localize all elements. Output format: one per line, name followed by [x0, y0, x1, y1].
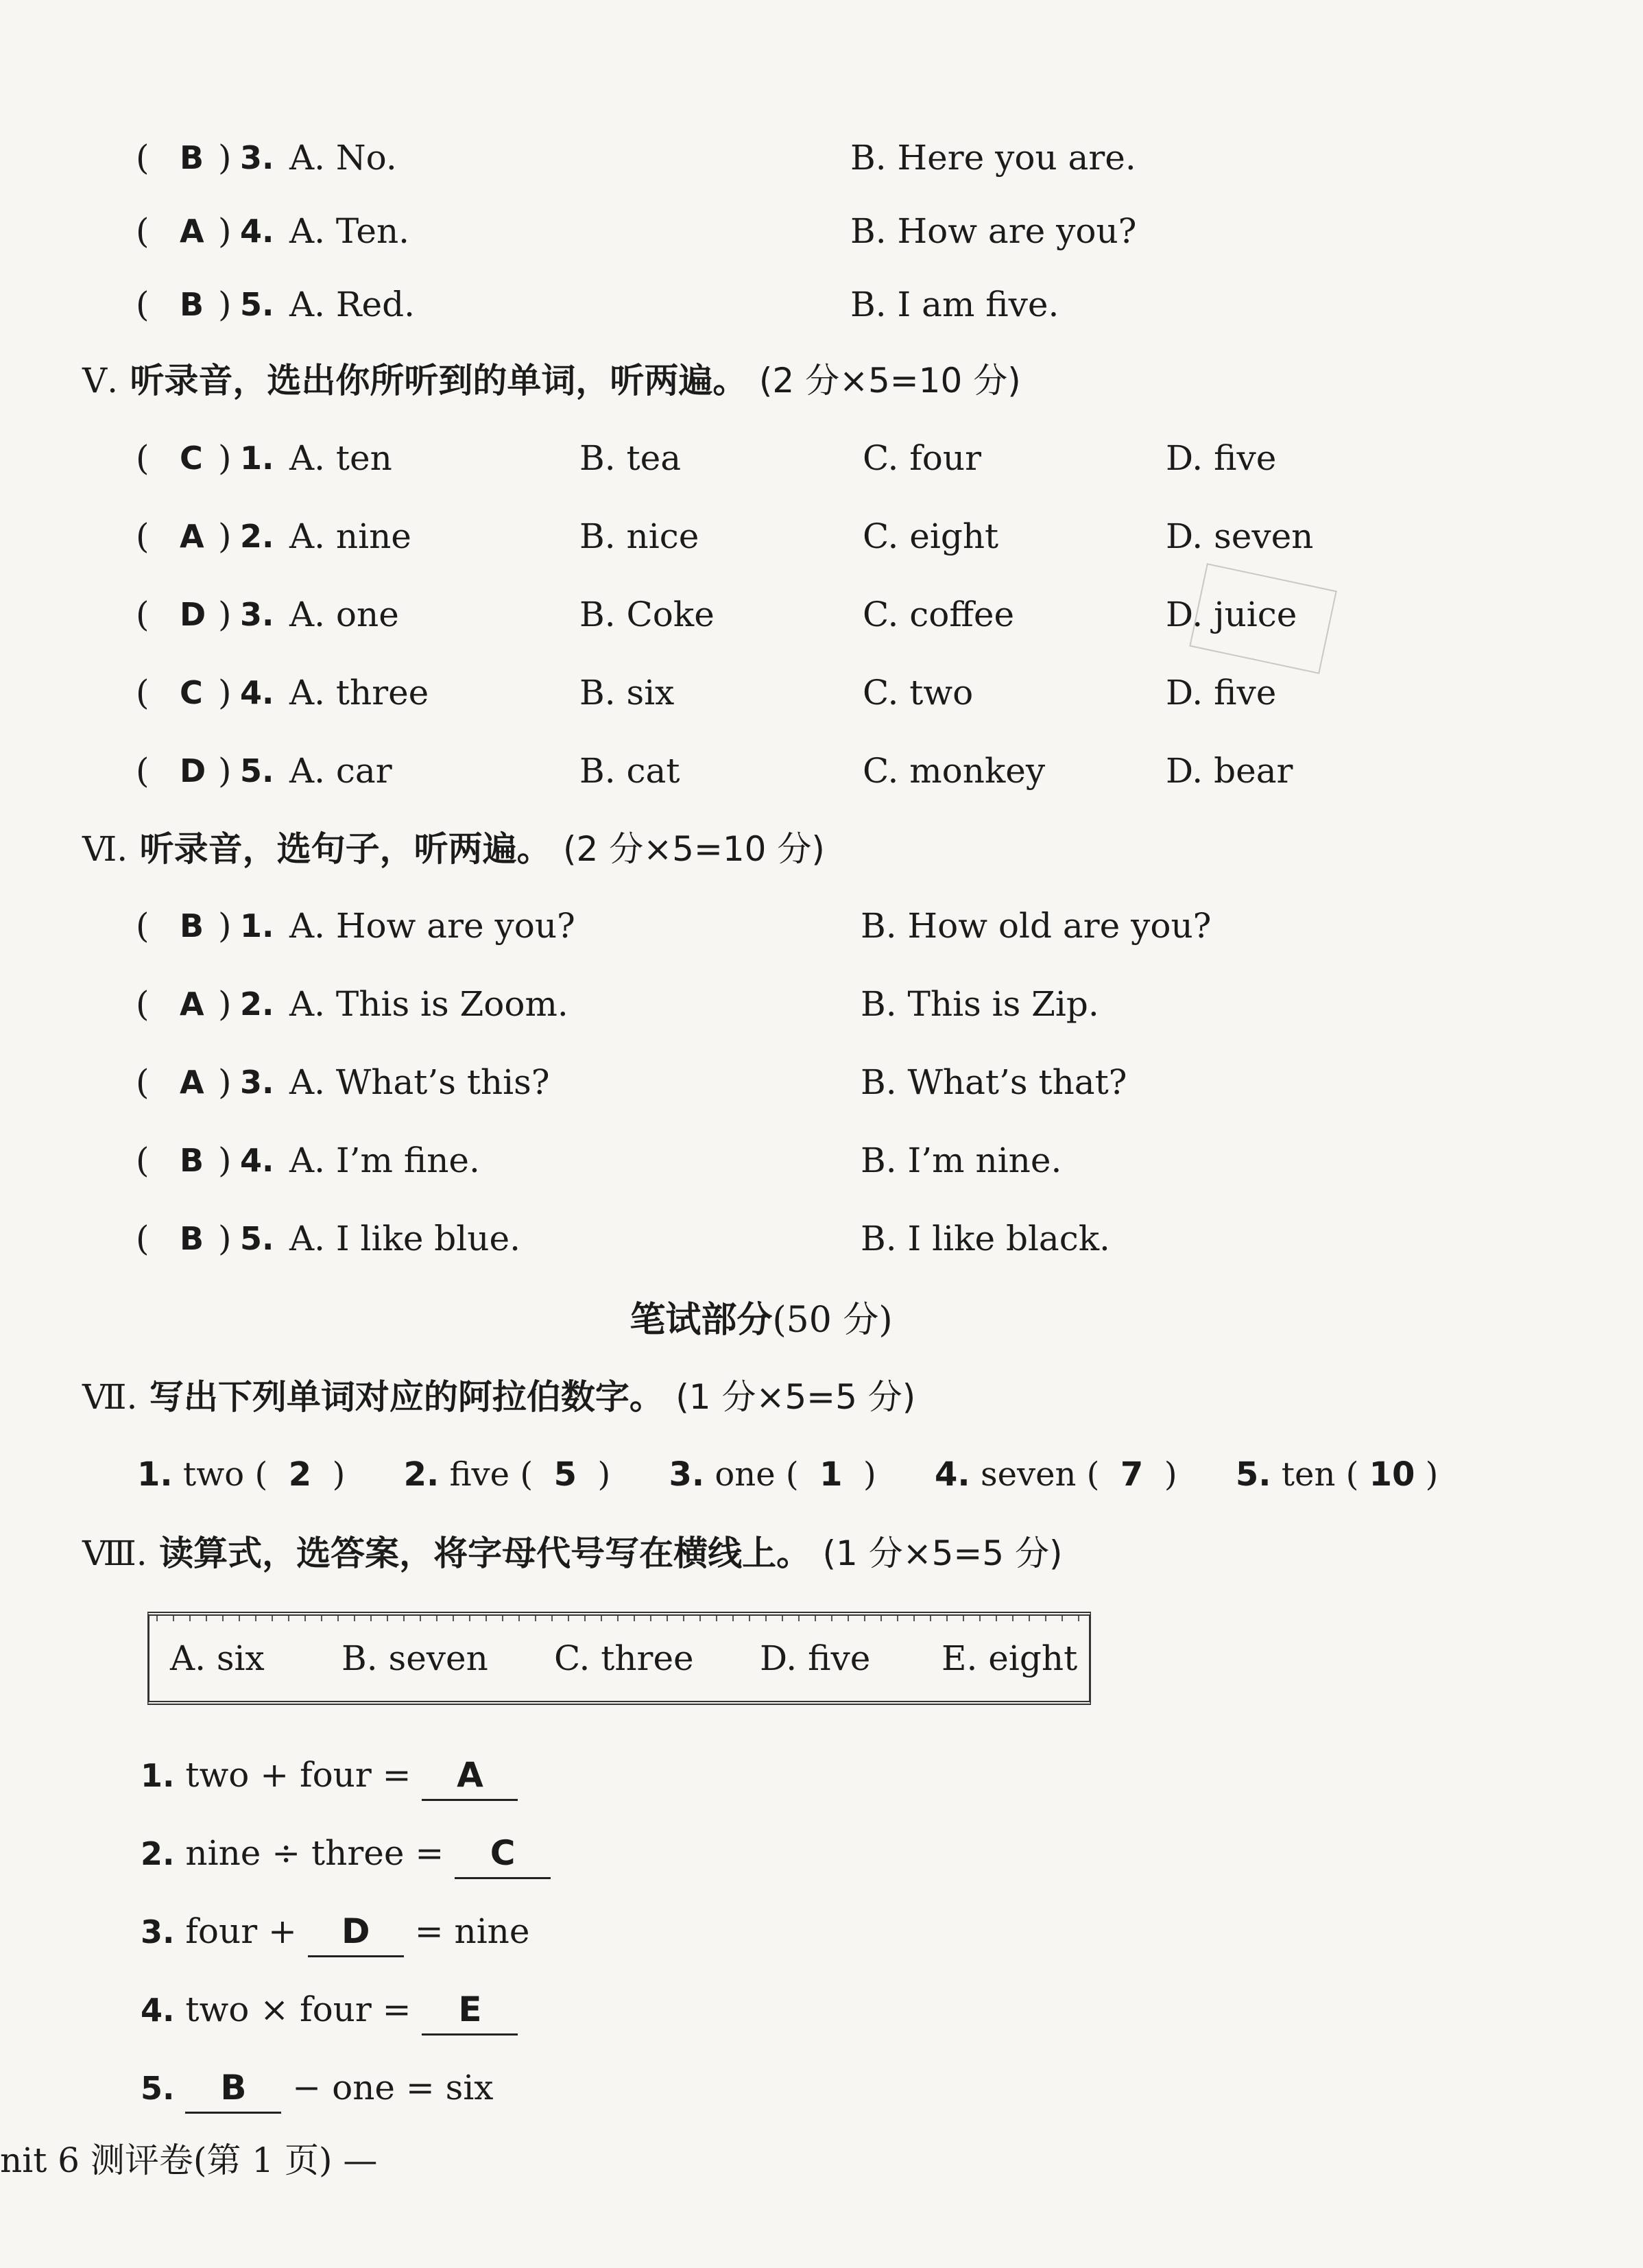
calc-row: 5. B − one = six: [141, 2060, 494, 2115]
answer-letter: C: [180, 674, 203, 711]
option-a: A. ten: [289, 438, 392, 478]
section-number: Ⅷ.: [82, 1533, 147, 1573]
answer-number: 1: [819, 1455, 843, 1494]
option-c: C. eight: [863, 516, 999, 556]
section-score: (2 分×5=10 分): [758, 361, 1021, 401]
calc-row: 3. four + D = nine: [141, 1904, 529, 1959]
question-number: 2.: [240, 986, 274, 1023]
answer-blank: A: [422, 1751, 518, 1801]
option-b: B. What’s that?: [861, 1062, 1127, 1102]
question-number: 4.: [240, 674, 274, 711]
option-a: A. I like blue.: [289, 1219, 520, 1258]
answer-number: 2: [288, 1455, 312, 1494]
option-choice: C. three: [554, 1638, 694, 1678]
answer-letter: B: [180, 1220, 204, 1257]
worksheet-page: ( B ) 3. A. No. B. Here you are. ( A ) 4. A. Ten. B. How are you? ( B ) 5. A. Red. B. I am five. Ⅴ. 听录音，选出你所听到的单词，听两遍。 (2 分×5=10 分) ( C ) 1. A. ten B. tea C. four D. five ( A ) 2. A. nine B. nice C. eight D. seven ( D ) 3. A. one B. Coke C. coffee D. juice ( C ) 4. A. three B. six C. two D. five ( D ) 5. A. car B. cat C. monkey D. bear Ⅵ. 听录音，选句子，听两遍。 (2 分×5=10 分) ( B ) 1. A. How are you? B. How old are you? ( A ) 2. A. This is Zoom. B. This is Zip. ( A ) 3. A. What’s this? B. What’s that? ( B ) 4. A. I’m fine. B. I’m nine. ( B ) 5. A. I like blue. B. I like black. 笔试部分(50 分) Ⅶ. 写出下列单词对应的阿拉伯数字。 (1 分×5=5 分) 1. two ( 2 ) 2. five ( 5 ) 3. one ( 1 ) 4. seven ( 7 ) 5. ten ( 10 ) Ⅷ. 读算式，选答案，将字母代号写在横线上。 (1 分×5=5 分) A. six B. seven C. three D. five E. eight 1. two + four = A 2. nine ÷ three = C 3. four + D = nine 4. two × four = E 5. B − one = six nit 6 测评卷(第 1 页) —: [0, 0, 1643, 2268]
answer-letter: C: [180, 440, 203, 477]
options-box: [147, 1612, 1091, 1705]
question-number: 1.: [240, 907, 274, 944]
option-choice: A. six: [170, 1638, 265, 1678]
option-b: B. I am five.: [850, 285, 1059, 324]
option-a: A. This is Zoom.: [289, 984, 568, 1024]
section-5-heading: [82, 353, 1021, 408]
option-b: B. tea: [579, 438, 682, 478]
option-choice: D. five: [760, 1638, 871, 1678]
section-number: Ⅴ.: [82, 361, 119, 401]
section-title: 听录音，选出你所听到的单词，听两遍。: [130, 361, 747, 401]
answer-letter: A: [180, 1064, 204, 1101]
option-a: A. car: [289, 751, 392, 791]
option-a: A. What’s this?: [289, 1062, 550, 1102]
option-b: B. cat: [579, 751, 680, 791]
answer-letter: D: [180, 752, 206, 789]
option-c: C. coffee: [863, 595, 1015, 634]
option-d: D. bear: [1166, 751, 1293, 791]
option-b: B. Here you are.: [850, 138, 1136, 178]
answer-letter: D: [180, 596, 206, 633]
option-choice: B. seven: [341, 1638, 488, 1678]
option-a: A. I’m fine.: [289, 1141, 480, 1180]
option-b: B. How are you?: [850, 211, 1137, 251]
answer-letter: A: [180, 213, 204, 250]
option-d: D. five: [1166, 673, 1277, 713]
option-b: B. Coke: [579, 595, 715, 634]
calc-row: 2. nine ÷ three = C: [141, 1826, 551, 1881]
question-number: 4.: [240, 1142, 274, 1179]
answer-number: 10: [1369, 1455, 1415, 1494]
written-part-title: 笔试部分(50 分): [629, 1300, 893, 1341]
answer-number: 7: [1120, 1455, 1144, 1494]
question-number: 5.: [240, 752, 274, 789]
number-item: 2. five ( 5 ): [403, 1455, 611, 1494]
number-words-row: [137, 1447, 1486, 1502]
number-item: 1. two ( 2 ): [137, 1455, 346, 1494]
option-a: A. How are you?: [289, 906, 575, 946]
option-a: A. No.: [289, 138, 397, 178]
section-title: 读算式，选答案，将字母代号写在横线上。: [159, 1533, 811, 1573]
option-b: B. How old are you?: [861, 906, 1212, 946]
option-c: C. four: [863, 438, 981, 478]
option-a: A. one: [289, 595, 399, 634]
section-8-heading: [82, 1526, 1063, 1581]
option-c: C. two: [863, 673, 974, 713]
question-number: 2.: [240, 518, 274, 555]
option-choice: E. eight: [942, 1638, 1078, 1678]
answer-letter: B: [180, 139, 204, 176]
option-b: B. six: [579, 673, 675, 713]
number-item: 4. seven ( 7 ): [935, 1455, 1177, 1494]
page-footer: nit 6 测评卷(第 1 页) —: [0, 2140, 378, 2180]
answer-blank: D: [308, 1907, 404, 1957]
answer-letter: B: [180, 1142, 204, 1179]
option-d: D. juice: [1166, 595, 1297, 634]
option-b: B. nice: [579, 516, 699, 556]
section-score: (1 分×5=5 分): [822, 1533, 1063, 1573]
option-b: B. This is Zip.: [861, 984, 1099, 1024]
number-item: 3. one ( 1 ): [669, 1455, 876, 1494]
calc-row: 4. two × four = E: [141, 1982, 518, 2037]
option-a: A. Red.: [289, 285, 416, 324]
question-number: 3.: [240, 1064, 274, 1101]
option-b: B. I’m nine.: [861, 1141, 1062, 1180]
answer-blank: C: [455, 1829, 551, 1879]
question-number: 3.: [240, 139, 274, 176]
section-title: 写出下列单词对应的阿拉伯数字。: [149, 1377, 664, 1417]
option-d: D. five: [1166, 438, 1277, 478]
answer-letter: A: [180, 986, 204, 1023]
option-a: A. Ten.: [289, 211, 410, 251]
question-number: 3.: [240, 596, 274, 633]
answer-letter: B: [180, 286, 204, 323]
section-score: (2 分×5=10 分): [563, 829, 825, 869]
section-score: (1 分×5=5 分): [675, 1377, 916, 1417]
question-number: 1.: [240, 440, 274, 477]
answer-blank: B: [185, 2064, 281, 2114]
number-item: 5. ten ( 10 ): [1235, 1455, 1439, 1494]
section-number: Ⅶ.: [82, 1377, 138, 1417]
watermark-stamp: [1189, 563, 1337, 674]
question-number: 5.: [240, 286, 274, 323]
option-a: A. three: [289, 673, 429, 713]
option-b: B. I like black.: [861, 1219, 1110, 1258]
answer-letter: A: [180, 518, 204, 555]
section-6-heading: [82, 822, 825, 876]
question-number: 4.: [240, 213, 274, 250]
section-7-heading: [82, 1370, 915, 1424]
answer-letter: B: [180, 907, 204, 944]
answer-blank: E: [422, 1985, 518, 2036]
option-c: C. monkey: [863, 751, 1046, 791]
section-number: Ⅵ.: [82, 829, 128, 869]
option-d: D. seven: [1166, 516, 1314, 556]
option-a: A. nine: [289, 516, 411, 556]
question-number: 5.: [240, 1220, 274, 1257]
calc-row: 1. two + four = A: [141, 1747, 518, 1802]
section-title: 听录音，选句子，听两遍。: [139, 829, 551, 869]
answer-number: 5: [553, 1455, 577, 1494]
